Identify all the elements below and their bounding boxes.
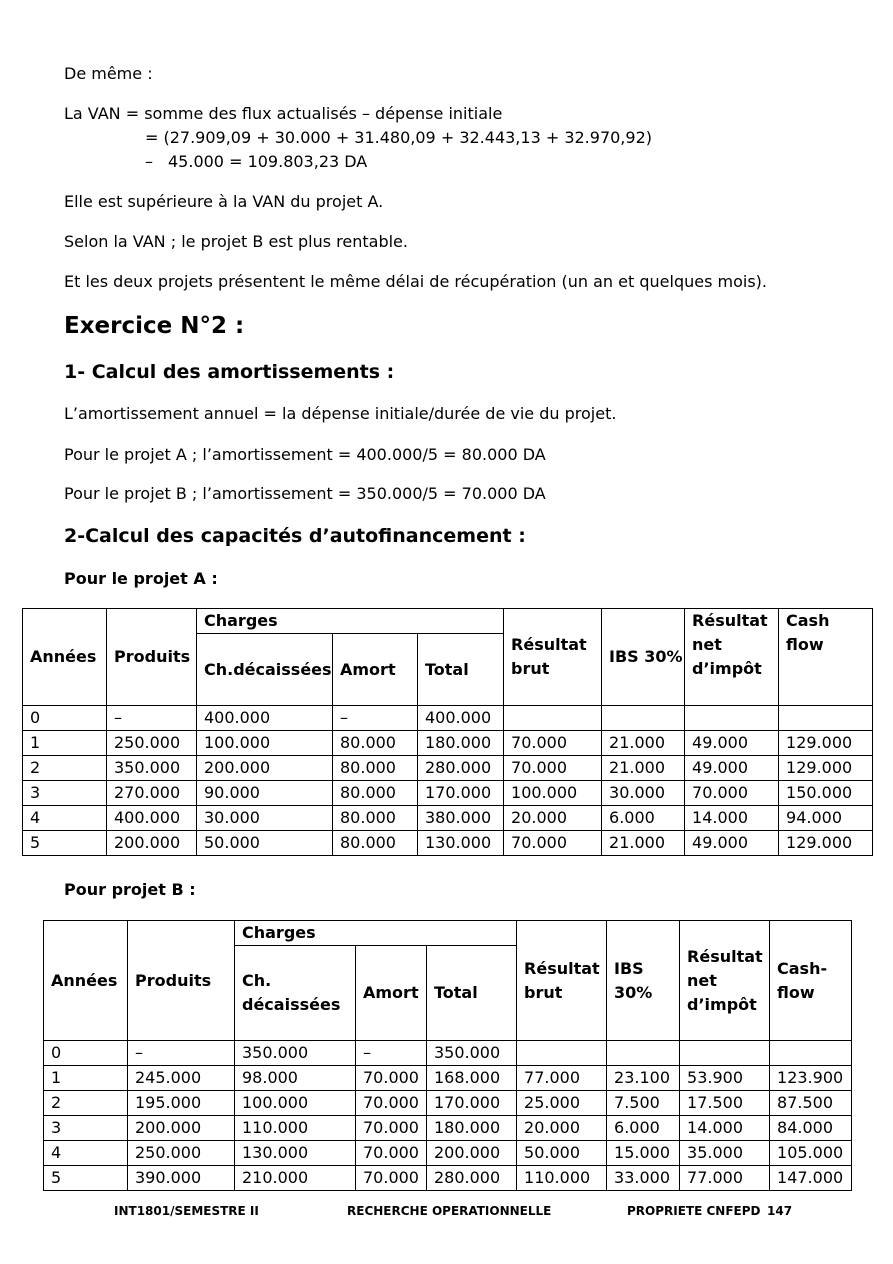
table-projet-a bbox=[22, 608, 873, 856]
table-cell: 14.000 bbox=[680, 1116, 770, 1141]
subheading-projet-b: Pour projet B : bbox=[64, 880, 196, 899]
table-cell: 7.500 bbox=[607, 1091, 680, 1116]
table-cell: 270.000 bbox=[107, 781, 197, 806]
table-cell: 50.000 bbox=[517, 1141, 607, 1166]
subheading-projet-a: Pour le projet A : bbox=[64, 569, 218, 588]
table-cell: 49.000 bbox=[685, 731, 779, 756]
table-cell: 6.000 bbox=[602, 806, 685, 831]
table-cell bbox=[680, 1041, 770, 1066]
table-cell: 80.000 bbox=[333, 731, 418, 756]
table-cell: 21.000 bbox=[602, 731, 685, 756]
text-amort-projet-b: Pour le projet B ; l’amortissement = 350.000/5 = 70.000 DA bbox=[64, 484, 546, 503]
table-cell: 100.000 bbox=[235, 1091, 356, 1116]
table-cell bbox=[779, 706, 873, 731]
table-cell: 129.000 bbox=[779, 756, 873, 781]
header-annees: Années bbox=[44, 921, 128, 1041]
table-cell: 53.900 bbox=[680, 1066, 770, 1091]
table-cell bbox=[607, 1041, 680, 1066]
table-cell: 70.000 bbox=[685, 781, 779, 806]
table-projet-b bbox=[43, 920, 852, 1191]
table-cell: 49.000 bbox=[685, 831, 779, 856]
table-cell: 400.000 bbox=[107, 806, 197, 831]
header-ch-decaissees: Ch. décaissées bbox=[235, 946, 356, 1041]
table-cell bbox=[517, 1041, 607, 1066]
table-cell: 105.000 bbox=[770, 1141, 852, 1166]
table-row bbox=[23, 706, 873, 731]
table-cell: 6.000 bbox=[607, 1116, 680, 1141]
table-cell: 200.000 bbox=[128, 1116, 235, 1141]
table-cell: 170.000 bbox=[427, 1091, 517, 1116]
table-row bbox=[44, 1066, 852, 1091]
table-cell: 380.000 bbox=[418, 806, 504, 831]
table-cell: 130.000 bbox=[235, 1141, 356, 1166]
text-amort-definition: L’amortissement annuel = la dépense initiale/durée de vie du projet. bbox=[64, 404, 617, 423]
text-superieure: Elle est supérieure à la VAN du projet A. bbox=[64, 192, 384, 211]
table-cell: 80.000 bbox=[333, 781, 418, 806]
table-cell: 80.000 bbox=[333, 806, 418, 831]
table-cell: 30.000 bbox=[197, 806, 333, 831]
table-cell: 0 bbox=[44, 1041, 128, 1066]
table-cell: 4 bbox=[23, 806, 107, 831]
table-cell: 80.000 bbox=[333, 756, 418, 781]
table-cell: 70.000 bbox=[356, 1141, 427, 1166]
footer-owner: PROPRIETE CNFEPD bbox=[627, 1204, 761, 1218]
table-cell: 350.000 bbox=[427, 1041, 517, 1066]
table-cell: 400.000 bbox=[418, 706, 504, 731]
table-cell: 130.000 bbox=[418, 831, 504, 856]
header-resultat-net: Résultat net d’impôt bbox=[685, 609, 779, 706]
table-row bbox=[23, 731, 873, 756]
table-cell: 33.000 bbox=[607, 1166, 680, 1191]
table-cell: 3 bbox=[44, 1116, 128, 1141]
header-cash-flow: Cash-flow bbox=[770, 921, 852, 1041]
table-cell: 94.000 bbox=[779, 806, 873, 831]
header-ch-decaissees: Ch.décaissées bbox=[197, 634, 333, 706]
text-van-calc-line1: = (27.909,09 + 30.000 + 31.480,09 + 32.443,13 + 32.970,92) bbox=[145, 128, 652, 147]
table-cell: 129.000 bbox=[779, 731, 873, 756]
table-cell: 70.000 bbox=[356, 1091, 427, 1116]
table-row bbox=[44, 1041, 852, 1066]
table-cell: 200.000 bbox=[197, 756, 333, 781]
table-cell bbox=[504, 706, 602, 731]
header-charges: Charges bbox=[197, 609, 504, 634]
header-charges: Charges bbox=[235, 921, 517, 946]
table-cell: 123.900 bbox=[770, 1066, 852, 1091]
header-resultat-brut: Résultat brut bbox=[517, 921, 607, 1041]
table-cell: 2 bbox=[44, 1091, 128, 1116]
table-cell: 77.000 bbox=[680, 1166, 770, 1191]
table-cell: 1 bbox=[23, 731, 107, 756]
table-cell: 100.000 bbox=[504, 781, 602, 806]
table-cell: 110.000 bbox=[517, 1166, 607, 1191]
table-cell: – bbox=[107, 706, 197, 731]
header-ibs: IBS 30% bbox=[602, 609, 685, 706]
table-cell: 1 bbox=[44, 1066, 128, 1091]
table-cell: 110.000 bbox=[235, 1116, 356, 1141]
table-cell: 77.000 bbox=[517, 1066, 607, 1091]
table-cell: 3 bbox=[23, 781, 107, 806]
text-selon-van: Selon la VAN ; le projet B est plus rentable. bbox=[64, 232, 408, 251]
table-cell: 350.000 bbox=[107, 756, 197, 781]
table-cell: – bbox=[333, 706, 418, 731]
table-cell: 50.000 bbox=[197, 831, 333, 856]
table-cell: 98.000 bbox=[235, 1066, 356, 1091]
table-cell: 70.000 bbox=[504, 831, 602, 856]
table-row bbox=[23, 756, 873, 781]
table-cell: 129.000 bbox=[779, 831, 873, 856]
table-cell: 80.000 bbox=[333, 831, 418, 856]
table-cell bbox=[770, 1041, 852, 1066]
table-cell: 250.000 bbox=[128, 1141, 235, 1166]
table-cell: 20.000 bbox=[517, 1116, 607, 1141]
footer-course-title: RECHERCHE OPERATIONNELLE bbox=[347, 1204, 552, 1218]
table-cell: 180.000 bbox=[427, 1116, 517, 1141]
table-cell: 280.000 bbox=[427, 1166, 517, 1191]
table-cell: 350.000 bbox=[235, 1041, 356, 1066]
table-cell bbox=[685, 706, 779, 731]
table-cell: 21.000 bbox=[602, 756, 685, 781]
header-resultat-brut: Résultat brut bbox=[504, 609, 602, 706]
table-cell: 280.000 bbox=[418, 756, 504, 781]
table-cell: 14.000 bbox=[685, 806, 779, 831]
header-resultat-net: Résultat net d’impôt bbox=[680, 921, 770, 1041]
table-cell: 70.000 bbox=[356, 1066, 427, 1091]
table-cell: 21.000 bbox=[602, 831, 685, 856]
table-cell: – bbox=[128, 1041, 235, 1066]
table-cell: 168.000 bbox=[427, 1066, 517, 1091]
table-cell: 5 bbox=[23, 831, 107, 856]
table-cell: – bbox=[356, 1041, 427, 1066]
table-row bbox=[23, 831, 873, 856]
header-cash-flow: Cash flow bbox=[779, 609, 873, 706]
section-heading-caf: 2-Calcul des capacités d’autofinancement : bbox=[64, 525, 526, 547]
table-cell: 100.000 bbox=[197, 731, 333, 756]
table-cell: 70.000 bbox=[356, 1116, 427, 1141]
header-amort: Amort bbox=[333, 634, 418, 706]
table-cell: 35.000 bbox=[680, 1141, 770, 1166]
header-total: Total bbox=[418, 634, 504, 706]
table-cell: 200.000 bbox=[107, 831, 197, 856]
table-cell: 2 bbox=[23, 756, 107, 781]
table-cell: 17.500 bbox=[680, 1091, 770, 1116]
table-cell: 390.000 bbox=[128, 1166, 235, 1191]
exercise-heading: Exercice N°2 : bbox=[64, 313, 245, 339]
text-delai: Et les deux projets présentent le même délai de récupération (un an et quelques mois). bbox=[64, 272, 767, 291]
table-cell: 180.000 bbox=[418, 731, 504, 756]
table-cell: 84.000 bbox=[770, 1116, 852, 1141]
table-cell: 15.000 bbox=[607, 1141, 680, 1166]
text-van-definition: La VAN = somme des flux actualisés – dépense initiale bbox=[64, 104, 503, 123]
table-row bbox=[44, 1091, 852, 1116]
header-produits: Produits bbox=[128, 921, 235, 1041]
table-cell: 0 bbox=[23, 706, 107, 731]
table-cell: 200.000 bbox=[427, 1141, 517, 1166]
text-van-calc-line2: 45.000 = 109.803,23 DA bbox=[168, 152, 368, 171]
table-row bbox=[23, 806, 873, 831]
table-cell: 87.500 bbox=[770, 1091, 852, 1116]
table-cell: 70.000 bbox=[504, 731, 602, 756]
table-cell: 70.000 bbox=[356, 1166, 427, 1191]
table-row bbox=[44, 1141, 852, 1166]
header-amort: Amort bbox=[356, 946, 427, 1041]
table-cell: 245.000 bbox=[128, 1066, 235, 1091]
table-cell bbox=[602, 706, 685, 731]
table-cell: 150.000 bbox=[779, 781, 873, 806]
page-number: 147 bbox=[767, 1204, 793, 1218]
header-produits: Produits bbox=[107, 609, 197, 706]
text-de-meme: De même : bbox=[64, 64, 153, 83]
table-cell: 90.000 bbox=[197, 781, 333, 806]
table-cell: 30.000 bbox=[602, 781, 685, 806]
text-amort-projet-a: Pour le projet A ; l’amortissement = 400.000/5 = 80.000 DA bbox=[64, 445, 546, 464]
footer-course-code: INT1801/SEMESTRE II bbox=[114, 1204, 259, 1218]
header-ibs: IBS 30% bbox=[607, 921, 680, 1041]
table-cell: 400.000 bbox=[197, 706, 333, 731]
table-cell: 170.000 bbox=[418, 781, 504, 806]
table-row bbox=[44, 1166, 852, 1191]
table-row bbox=[44, 1116, 852, 1141]
table-cell: 5 bbox=[44, 1166, 128, 1191]
table-cell: 195.000 bbox=[128, 1091, 235, 1116]
header-total: Total bbox=[427, 946, 517, 1041]
header-annees: Années bbox=[23, 609, 107, 706]
table-cell: 4 bbox=[44, 1141, 128, 1166]
table-cell: 250.000 bbox=[107, 731, 197, 756]
table-cell: 49.000 bbox=[685, 756, 779, 781]
text-van-dash: – bbox=[145, 152, 153, 171]
table-cell: 147.000 bbox=[770, 1166, 852, 1191]
table-cell: 25.000 bbox=[517, 1091, 607, 1116]
table-cell: 70.000 bbox=[504, 756, 602, 781]
section-heading-amortissements: 1- Calcul des amortissements : bbox=[64, 361, 395, 383]
table-row bbox=[23, 781, 873, 806]
table-cell: 23.100 bbox=[607, 1066, 680, 1091]
table-cell: 210.000 bbox=[235, 1166, 356, 1191]
table-cell: 20.000 bbox=[504, 806, 602, 831]
